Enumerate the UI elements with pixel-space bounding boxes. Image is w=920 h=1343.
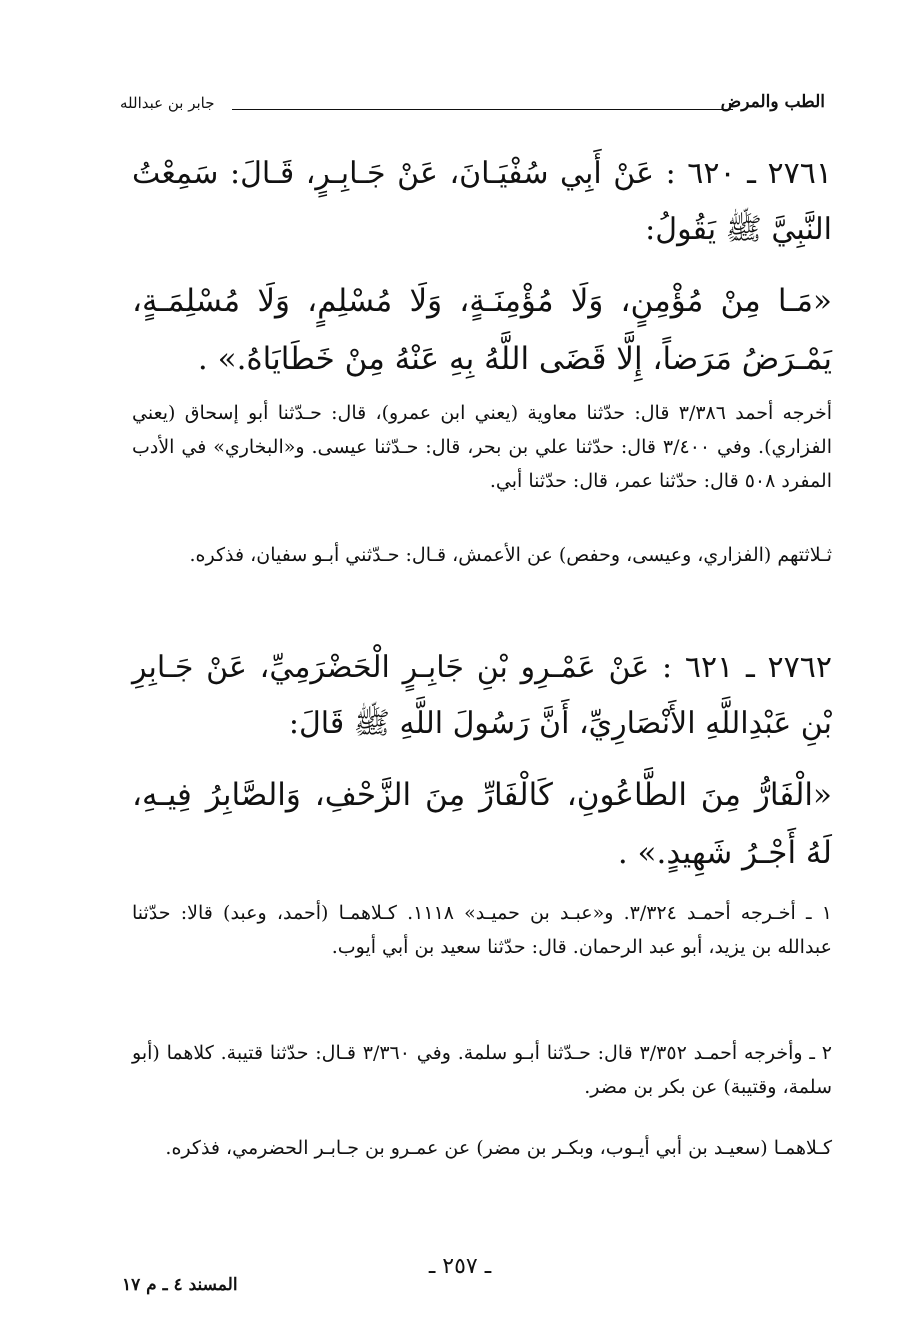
hadith-2-note-1: ١ ـ أخـرجه أحمـد ٣/٣٢٤. و«عبـد بن حميـد» ١١١٨. كـلاهمـا (أحمد، وعبد) قالا: حدّثنا عبدالله بن يزيد، أبو عبد الرحمان. قال: حدّثنا سعيد بن أبي أيوب. xyxy=(132,902,833,958)
hadith-1-takhrij: أخرجه أحمد ٣/٣٨٦ قال: حدّثنا معاوية (يعني ابن عمرو)، قال: حـدّثنا أبو إسحاق (يعني الفزاري). وفي ٣/٤٠٠ قال: حدّثنا علي بن بحر، قال: حـدّثنا عيسى. و«البخاري» في الأدب المفرد ٥٠٨ قال: حدّثنا عمر، قال: حدّثنا أبي. xyxy=(132,402,832,492)
page-number: ـ ٢٥٧ ـ xyxy=(428,1254,492,1279)
hadith-1-chain: ثـلاثتهم (الفزاري، وعيسى، وحفص) عن الأعمش، قـال: حـدّثني أبـو سفيان، فذكره. xyxy=(189,544,832,566)
hadith-2-intro: ٢٧٦٢ ـ ٦٢١ : عَنْ عَمْـرِو بْنِ جَابِـرٍ الْحَضْرَمِيِّ، عَنْ جَـابِرِ بْنِ عَبْدِاللَّهِ الأَنْصَارِيِّ، أَنَّ رَسُولَ اللَّهِ ﷺ قَالَ: xyxy=(132,650,832,741)
header-narrator: جابر بن عبدالله xyxy=(120,94,215,112)
hadith-1-text: «مَـا مِنْ مُؤْمِنٍ، وَلَا مُؤْمِنَـةٍ، وَلَا مُسْلِمٍ، وَلَا مُسْلِمَـةٍ، يَمْـرَضُ مَرَضاً، إِلَّا قَضَى اللَّهُ بِهِ عَنْهُ مِنْ خَطَايَاهُ.» . xyxy=(132,283,832,377)
header-rule xyxy=(232,109,733,110)
hadith-2-chain: كـلاهمـا (سعيـد بن أبي أيـوب، وبكـر بن مضر) عن عمـرو بن جـابـر الحضرمي، فذكره. xyxy=(165,1137,832,1159)
signature-mark: المسند ٤ ـ م ١٧ xyxy=(122,1275,238,1295)
hadith-1-intro: ٢٧٦١ ـ ٦٢٠ : عَنْ أَبِي سُفْيَـانَ، عَنْ جَـابِـرٍ، قَـالَ: سَمِعْتُ النَّبِيَّ ﷺ يَقُولُ: xyxy=(132,156,832,247)
running-header xyxy=(120,90,825,120)
header-section-title: الطب والمرض xyxy=(720,92,825,112)
hadith-2-text: «الْفَارُّ مِنَ الطَّاعُونِ، كَالْفَارِّ مِنَ الزَّحْفِ، وَالصَّابِرُ فِيـهِ، لَهُ أَجْـرُ شَهِيدٍ.» . xyxy=(132,777,832,871)
hadith-2-note-2: ٢ ـ وأخرجه أحمـد ٣/٣٥٢ قال: حـدّثنا أبـو سلمة. وفي ٣/٣٦٠ قـال: حدّثنا قتيبة. كلاهما (أبو سلمة، وقتيبة) عن بكر بن مضر. xyxy=(132,1042,833,1098)
